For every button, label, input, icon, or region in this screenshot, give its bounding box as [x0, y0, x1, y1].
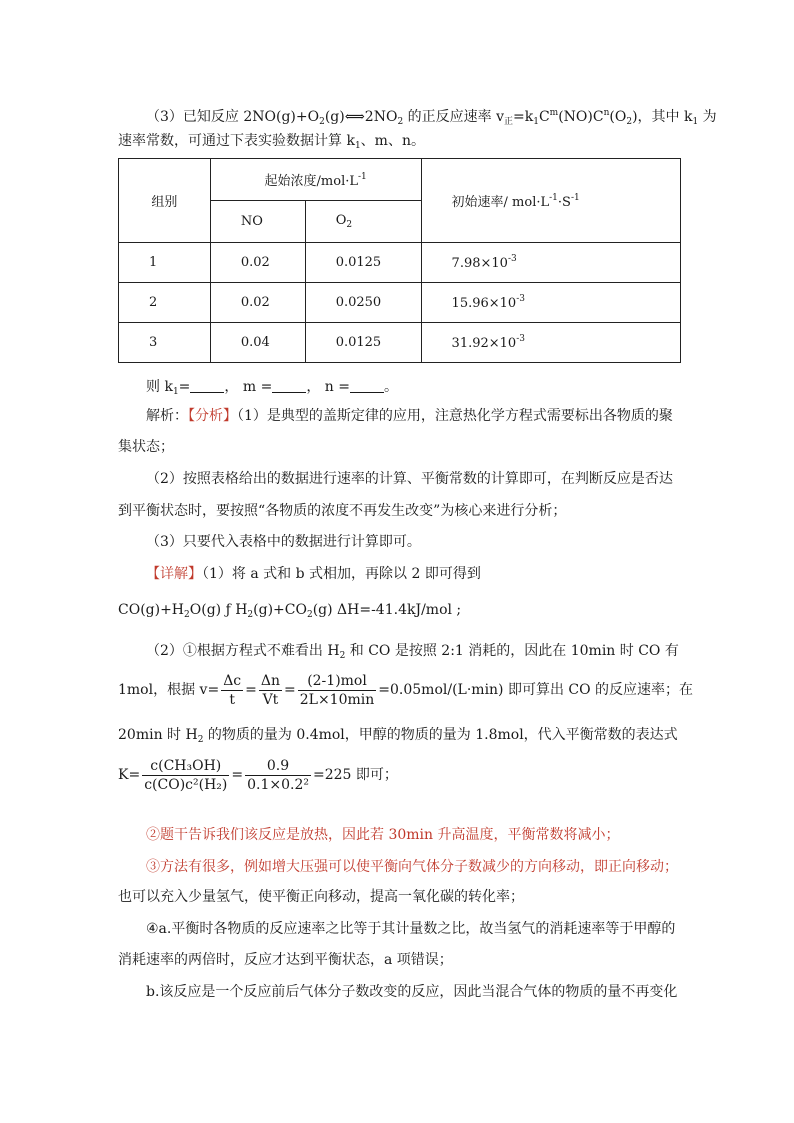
detail-line-1: 【详解】（1）将 a 式和 b 式相加，再除以 2 即可得到 [146, 566, 481, 582]
fraction-values: $\frac{\text{(2-1)mol}}{2L\times 10\min}$ [299, 672, 375, 708]
table-row [119, 283, 681, 323]
question-intro-line-2: 速率常数，可通过下表实验数据计算 $k_1$、m、n。 [118, 133, 425, 151]
detail-line-4: 20min 时 $H_2$ 的物质的量为 0.4mol，甲醇的物质的量为 1.8mol，代入平衡常数的表达式 [118, 727, 678, 745]
cell-rate: $15.96\times 10^{-3}$ [421, 283, 680, 323]
cell-rate: $31.92\times 10^{-3}$ [421, 323, 680, 363]
cell-group: 2 [119, 283, 211, 323]
blank-n[interactable] [350, 378, 384, 393]
header-no: NO [210, 201, 305, 243]
cell-o2: 0.0125 [305, 323, 421, 363]
experiment-data-table [118, 158, 681, 363]
header-initial-rate: 初始速率/ $mol\cdot L^{-1}\cdot S^{-1}$ [421, 159, 680, 243]
detail-line-7b: 消耗速率的两倍时，反应才达到平衡状态，a 项错误； [118, 952, 453, 968]
cell-group: 3 [119, 323, 211, 363]
analysis-line-2b: 到平衡状态时，要按照“各物质的浓度不再发生改变”为核心来进行分析； [118, 503, 567, 519]
table-header-row [119, 159, 681, 201]
cell-o2: 0.0250 [305, 283, 421, 323]
cell-group: 1 [119, 243, 211, 283]
table-row [119, 243, 681, 283]
header-o2: $O_2$ [305, 201, 421, 243]
fraction-dc-t: $\frac{\Delta c}{t}$ [223, 672, 242, 708]
detail-line-8: b.该反应是一个反应前后气体分子数改变的反应，因此当混合气体的物质的量不再变化 [146, 984, 678, 1000]
header-group: 组别 [119, 159, 211, 243]
analysis-line-3: （3）只要代入表格中的数据进行计算即可。 [146, 534, 421, 550]
equilibrium-constant-line: K= $\frac{\text{c(CH₃OH)}}{\text{c(CO)c²(H₂)}}$ = $\frac{0.9}{\text{0.1×0.2²}}$ =225 即可； [118, 757, 398, 793]
header-concentration: 起始浓度$/mol\cdot L^{-1}$ [210, 159, 421, 201]
cell-no: 0.02 [210, 283, 305, 323]
detail-rate-formula-line: 1mol，根据 v= $\frac{\Delta c}{t}$ = $\frac{\Delta n}{Vt}$ = $\frac{\text{(2-1)mol}}{2L\times 10\min}$ =0.05mol/(L·min) 即可算出 CO 的反应速率；在 [118, 672, 694, 708]
table-row [119, 323, 681, 363]
detail-line-6: ③方法有很多，例如增大压强可以使平衡向气体分子数减少的方向移动，即正向移动； [146, 859, 678, 875]
blank-k1[interactable] [190, 378, 224, 393]
analysis-line-2: （2）按照表格给出的数据进行速率的计算、平衡常数的计算即可，在判断反应是否达 [146, 471, 673, 487]
fraction-k-values: $\frac{0.9}{\text{0.1×0.2²}}$ [247, 757, 309, 793]
fraction-k-expression: $\frac{\text{c(CH₃OH)}}{\text{c(CO)c²(H₂)}}$ [144, 757, 228, 793]
equation-line: $CO(g)+H_2O(g)$ ƒ $H_2(g)+CO_2(g)$ ΔH=-41.4kJ/mol ; [118, 602, 462, 620]
cell-o2: 0.0125 [305, 243, 421, 283]
question-intro-line-1: （3）已知反应 $2NO(g)+O_2(g)⟺2NO_2$ 的正反应速率 $v_正=k_1C^m(NO)C^n(O_2)$，其中 $k_1$ 为 [146, 108, 717, 127]
detail-line-7: ④a.平衡时各物质的反应速率之比等于其计量数之比，故当氢气的消耗速率等于甲醇的 [146, 921, 676, 937]
blank-m[interactable] [272, 378, 306, 393]
detail-line-6b: 也可以充入少量氢气，使平衡正向移动，提高一氧化碳的转化率； [118, 889, 524, 905]
analysis-line-1b: 集状态； [118, 439, 174, 455]
fraction-dn-vt: $\frac{\Delta n}{Vt}$ [260, 672, 281, 708]
cell-no: 0.04 [210, 323, 305, 363]
cell-rate: $7.98\times 10^{-3}$ [421, 243, 680, 283]
cell-no: 0.02 [210, 243, 305, 283]
analysis-line-1: 解析：【分析】（1）是典型的盖斯定律的应用，注意热化学方程式需要标出各物质的聚 [146, 408, 673, 424]
detail-line-2: （2）①根据方程式不难看出 $H_2$ 和 CO 是按照 2:1 消耗的，因此在 10min 时 CO 有 [146, 643, 679, 661]
answer-blanks-line: 则 $k_1=$ ， m = ， n = 。 [146, 379, 398, 397]
detail-line-5: ②题干告诉我们该反应是放热，因此若 30min 升高温度，平衡常数将减小； [146, 827, 620, 843]
